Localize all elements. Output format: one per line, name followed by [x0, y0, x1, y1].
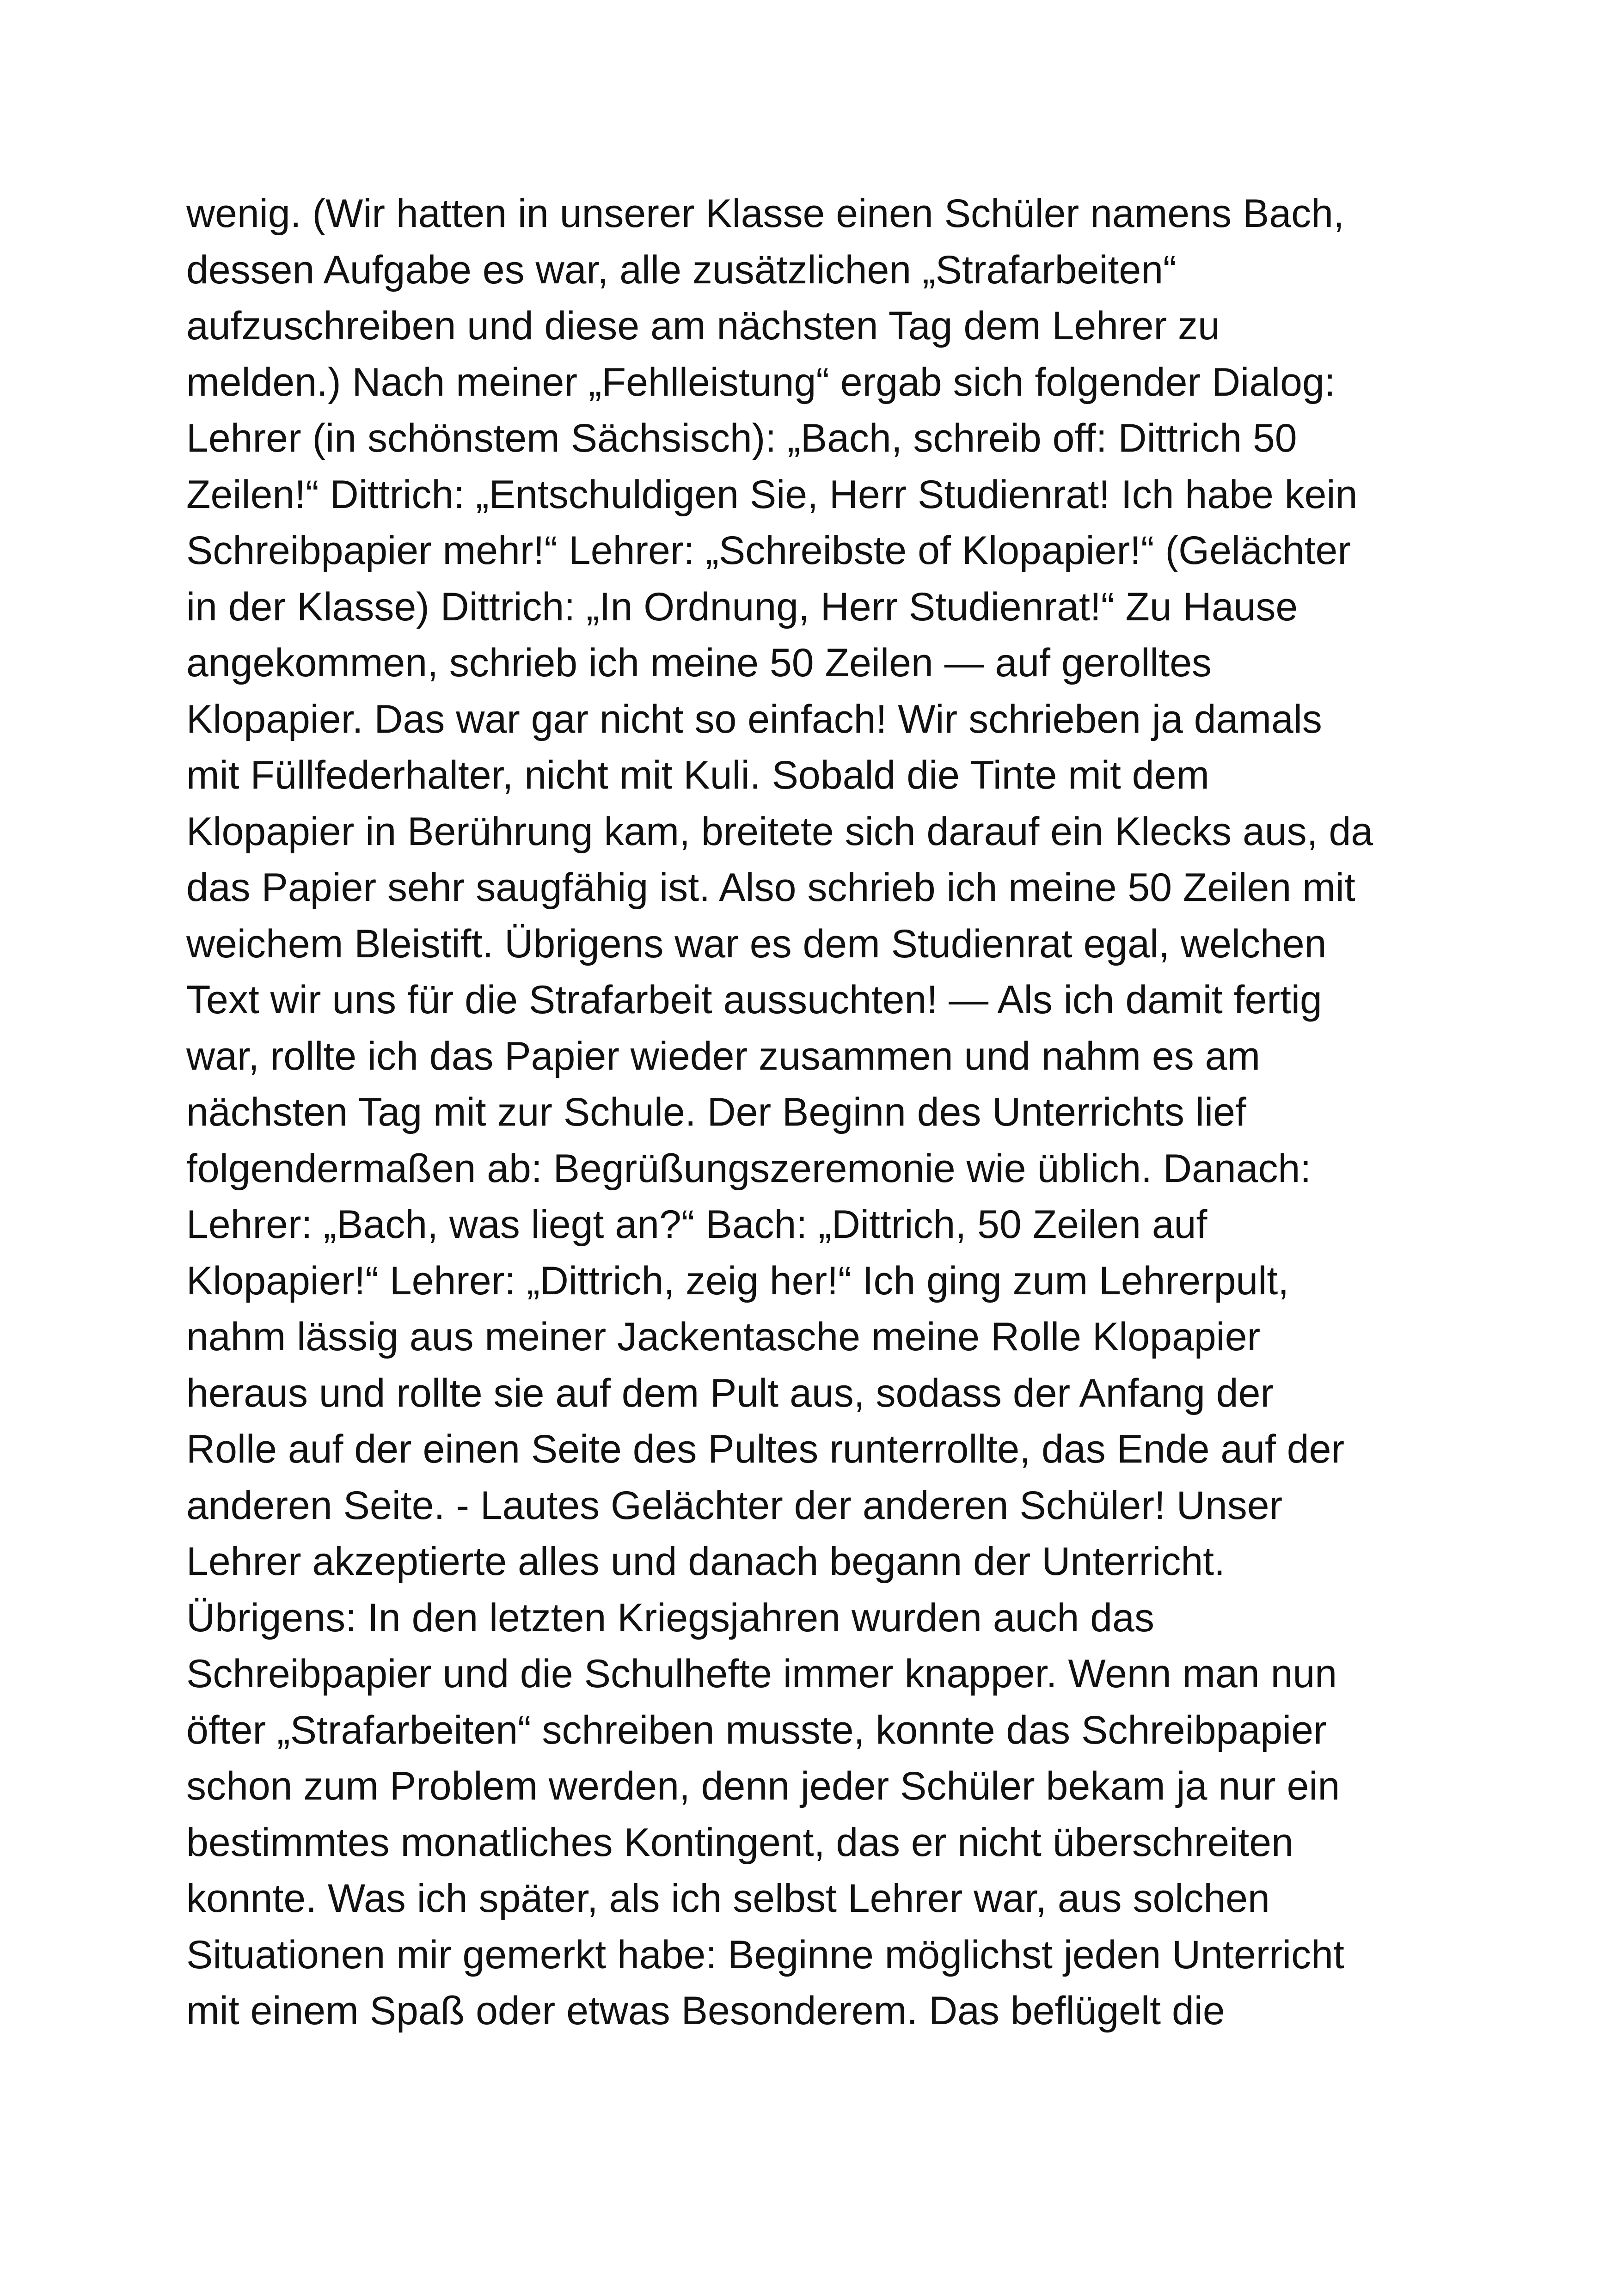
text-line: Schreibpapier und die Schulhefte immer knapper. Wenn man nun [186, 1652, 1337, 1696]
text-line: weichem Bleistift. Übrigens war es dem Studienrat egal, welchen [186, 921, 1327, 966]
text-line: heraus und rollte sie auf dem Pult aus, sodass der Anfang der [186, 1371, 1274, 1415]
text-line: melden.) Nach meiner „Fehlleistung“ ergab sich folgender Dialog: [186, 360, 1336, 404]
text-line: Lehrer akzeptierte alles und danach begann der Unterricht. [186, 1539, 1225, 1584]
text-line: Klopapier in Berührung kam, breitete sich darauf ein Klecks aus, da [186, 809, 1373, 854]
text-line: Übrigens: In den letzten Kriegsjahren wurden auch das [186, 1595, 1154, 1640]
text-line: nahm lässig aus meiner Jackentasche meine Rolle Klopapier [186, 1315, 1261, 1359]
text-line: Lehrer (in schönstem Sächsisch): „Bach, schreib off: Dittrich 50 [186, 416, 1297, 460]
text-line: folgendermaßen ab: Begrüßungszeremonie wie üblich. Danach: [186, 1146, 1312, 1191]
text-line: mit einem Spaß oder etwas Besonderem. Das beflügelt die [186, 1989, 1225, 2033]
text-line: Schreibpapier mehr!“ Lehrer: „Schreibste of Klopapier!“ (Gelächter [186, 528, 1351, 573]
text-line: Zeilen!“ Dittrich: „Entschuldigen Sie, Herr Studienrat! Ich habe kein [186, 472, 1358, 517]
text-line: mit Füllfederhalter, nicht mit Kuli. Sobald die Tinte mit dem [186, 753, 1210, 797]
text-line: Lehrer: „Bach, was liegt an?“ Bach: „Dittrich, 50 Zeilen auf [186, 1202, 1207, 1247]
text-line: öfter „Strafarbeiten“ schreiben musste, konnte das Schreibpapier [186, 1708, 1327, 1752]
text-line: aufzuschreiben und diese am nächsten Tag dem Lehrer zu [186, 304, 1220, 348]
text-line: anderen Seite. - Lautes Gelächter der anderen Schüler! Unser [186, 1483, 1283, 1528]
text-line: wenig. (Wir hatten in unserer Klasse einen Schüler namens Bach, [186, 191, 1344, 236]
text-line: angekommen, schrieb ich meine 50 Zeilen — auf gerolltes [186, 641, 1212, 685]
text-line: war, rollte ich das Papier wieder zusammen und nahm es am [186, 1034, 1261, 1078]
text-line: Situationen mir gemerkt habe: Beginne möglichst jeden Unterricht [186, 1932, 1344, 1977]
text-line: Text wir uns für die Strafarbeit aussuchten! — Als ich damit fertig [186, 978, 1322, 1022]
text-line: dessen Aufgabe es war, alle zusätzlichen „Strafarbeiten“ [186, 247, 1177, 292]
text-line: konnte. Was ich später, als ich selbst Lehrer war, aus solchen [186, 1876, 1270, 1921]
text-line: Klopapier!“ Lehrer: „Dittrich, zeig her!“ Ich ging zum Lehrerpult, [186, 1258, 1289, 1303]
text-line: Klopapier. Das war gar nicht so einfach! Wir schrieben ja damals [186, 697, 1322, 741]
text-line: das Papier sehr saugfähig ist. Also schrieb ich meine 50 Zeilen mit [186, 865, 1355, 910]
text-line: bestimmtes monatliches Kontingent, das er nicht überschreiten [186, 1820, 1293, 1865]
text-line: nächsten Tag mit zur Schule. Der Beginn des Unterrichts lief [186, 1090, 1246, 1134]
text-line: in der Klasse) Dittrich: „In Ordnung, Herr Studienrat!“ Zu Hause [186, 584, 1298, 629]
text-line: Rolle auf der einen Seite des Pultes runterrollte, das Ende auf der [186, 1427, 1345, 1471]
body-text [186, 186, 1481, 2039]
text-line: schon zum Problem werden, denn jeder Schüler bekam ja nur ein [186, 1764, 1340, 1808]
